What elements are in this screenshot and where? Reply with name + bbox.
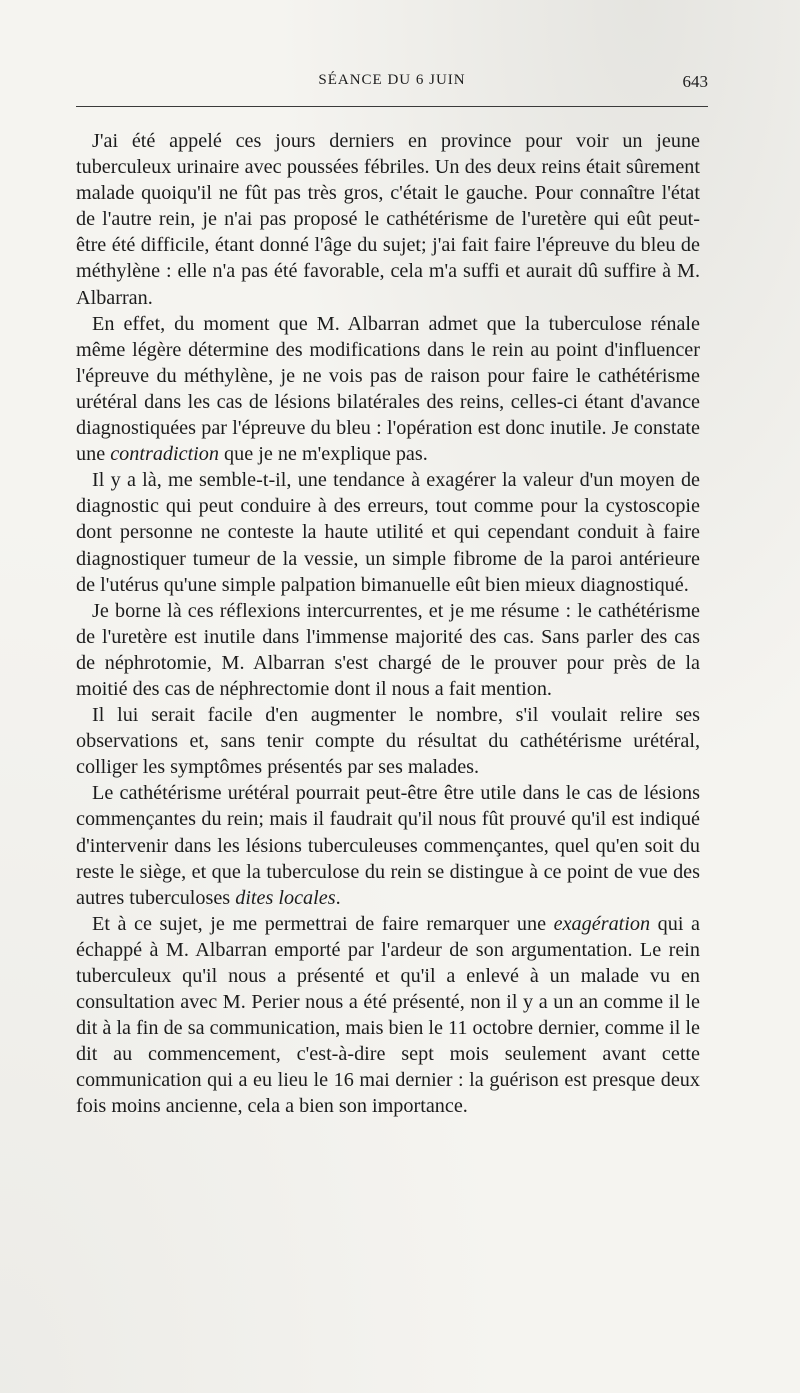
paragraph-text: Il lui serait facile d'en augmenter le nombre, s'il voulait relire ses observations et, sans tenir compte du résultat du cathétérisme urétéral, colliger les symptômes présentés par ses malades. (76, 704, 700, 779)
header-rule (76, 106, 708, 107)
paragraph (76, 467, 700, 597)
paragraph (76, 911, 700, 1120)
italic-phrase: exagération (553, 912, 651, 935)
paragraph (76, 128, 700, 311)
paragraph-text: Je borne là ces réflexions intercurrentes, et je me résume : le cathétérisme de l'uretère est inutile dans l'immense majorité des cas. Sans parler des cas de néphrotomie, M. Albarran s'est chargé de le prouver pour près de la moitié des cas de néphrectomie dont il nous a fait mention. (76, 599, 700, 700)
paragraph (76, 780, 700, 910)
paragraph-text: Le cathétérisme urétéral pourrait peut-être être utile dans le cas de lésions commençantes du rein; mais il faudrait qu'il nous fût prouvé qu'il est indiqué d'intervenir dans les lésions tuberculeuses commençantes, quel qu'en soit du reste le siège, et que la tuberculose du rein se distingue à ce point de vue des autres tuberculoses (76, 782, 700, 909)
paragraph-text: Et à ce sujet, je me permettrai de faire remarquer une (92, 912, 554, 935)
page-header (76, 72, 708, 102)
paragraph (76, 311, 700, 468)
body-text (76, 128, 700, 1120)
paragraph-text: Il y a là, me semble-t-il, une tendance à exagérer la valeur d'un moyen de diagnostic qui peut conduire à des erreurs, tout comme pour la cystoscopie dont personne ne conteste la haute utilité et qui cependant conduit à faire diagnostiquer tumeur de la vessie, un simple fibrome de la paroi antérieure de l'utérus qu'une simple palpation bimanuelle eût bien mieux diagnostiqué. (76, 469, 700, 596)
paragraph-text: J'ai été appelé ces jours derniers en province pour voir un jeune tuberculeux urinaire avec poussées fébriles. Un des deux reins était sûrement malade quoiqu'il ne fût pas très gros, c'était le gauche. Pour connaître l'état de l'autre rein, je n'ai pas proposé le cathétérisme de l'uretère qui eût peut-être été difficile, étant donné l'âge du sujet; j'ai fait faire l'épreuve du bleu de méthylène : elle n'a pas été favorable, cela m'a suffi et aurait dû suffire à M. Albarran. (76, 130, 700, 309)
italic-phrase: contradiction (110, 443, 219, 466)
paragraph-text: qui a échappé à M. Albarran emporté par l'ardeur de son argumentation. Le rein tuberculeux qu'il nous a présenté et qu'il a enlevé à un malade vu en consultation avec M. Perier nous a été présenté, non il y a un an comme il le dit à la fin de sa communication, mais bien le 11 octobre dernier, comme il le dit au commencement, c'est-à-dire sept mois seulement avant cette communication qui a eu lieu le 16 mai dernier : la guérison est presque deux fois moins ancienne, cela a bien son importance. (76, 912, 700, 1118)
page-number: 643 (682, 72, 708, 91)
paragraph-text: En effet, du moment que M. Albarran admet que la tuberculose rénale même légère détermine des modifications dans le rein au point d'influencer l'épreuve du méthylène, je ne vois pas de raison pour faire le cathétérisme urétéral dans les cas de lésions bilatérales des reins, celles-ci étant d'avance diagnostiquées par l'épreuve du bleu : l'opération est donc inutile. Je constate une (76, 312, 700, 466)
italic-phrase: dites locales (235, 886, 336, 909)
paragraph (76, 598, 700, 702)
paragraph-text: que je ne m'explique pas. (218, 443, 428, 466)
paragraph-text: . (335, 886, 341, 909)
paragraph (76, 702, 700, 780)
running-head: SÉANCE DU 6 JUIN (318, 72, 466, 88)
